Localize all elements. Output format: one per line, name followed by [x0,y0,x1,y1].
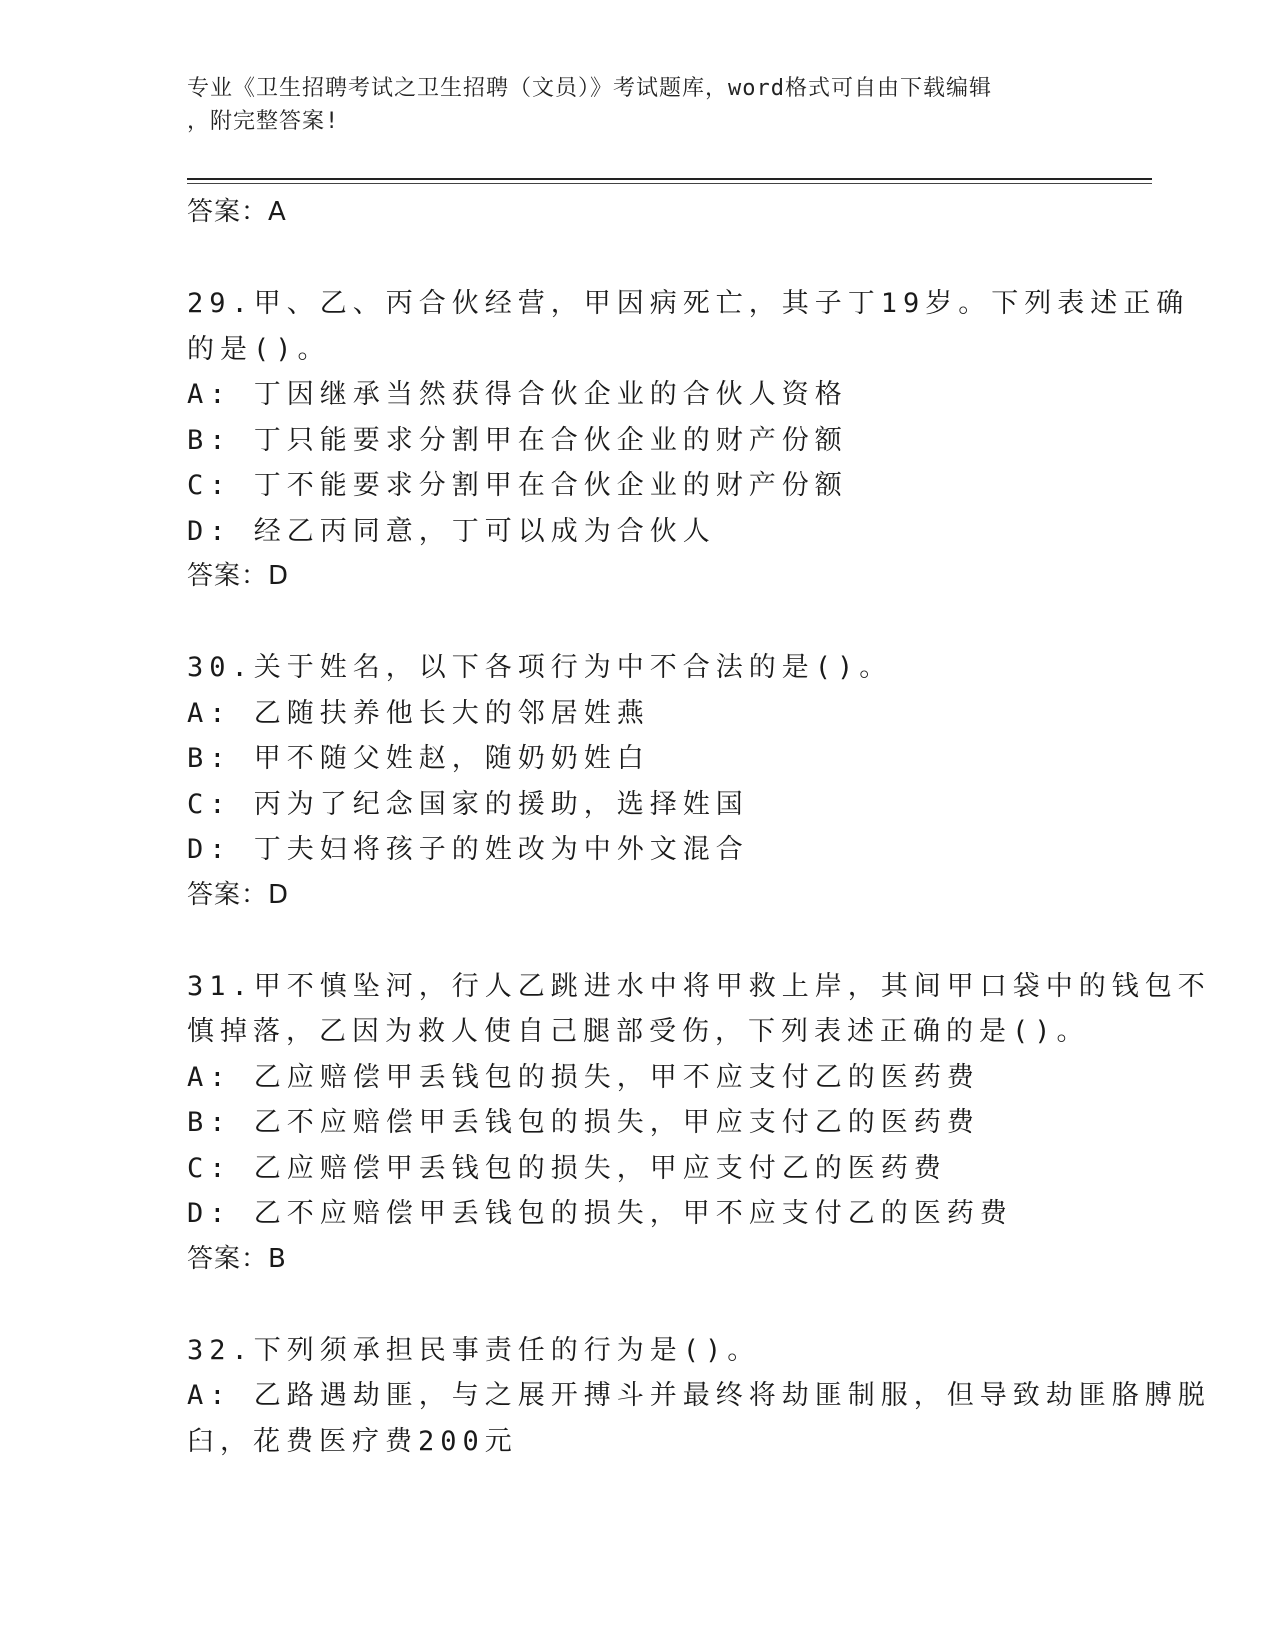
option-d: D: 丁夫妇将孩子的姓改为中外文混合 [187,834,749,865]
answer-prev: 答案：A [187,197,287,227]
question-stem: 31.甲不慎坠河，行人乙跳进水中将甲救上岸，其间甲口袋中的钱包不 [187,970,1211,1002]
page-header [187,72,1067,138]
header-line-2: ，附完整答案! [187,109,340,134]
question-content [187,190,1211,1464]
answer: 答案：D [187,561,290,591]
spacer [187,236,1087,282]
option-a: A: 乙应赔偿甲丢钱包的损失，甲不应支付乙的医药费 [187,1061,980,1093]
option-d: D: 经乙丙同意，丁可以成为合伙人 [187,515,716,547]
option-b: B: 丁只能要求分割甲在合伙企业的财产份额 [187,424,848,456]
question-31 [187,964,1211,1283]
answer: 答案：D [187,879,290,910]
question-30 [187,645,1087,918]
option-a: A: 乙随扶养他长大的邻居姓燕 [187,697,650,729]
question-32 [187,1328,1211,1465]
header-line-1: 专业《卫生招聘考试之卫生招聘（文员）》考试题库，word格式可自由下载编辑 [187,76,992,101]
spacer [187,1282,1087,1328]
header-rule-thin [187,183,1152,184]
question-stem: 的是()。 [187,333,331,365]
option-c: C: 丙为了纪念国家的援助，选择姓国 [187,788,749,820]
option-a-continued: 臼，花费医疗费200元 [187,1425,518,1457]
question-stem: 慎掉落，乙因为救人使自己腿部受伤，下列表述正确的是()。 [187,1016,1090,1047]
question-stem: 32.下列须承担民事责任的行为是()。 [187,1334,761,1366]
question-stem: 30.关于姓名，以下各项行为中不合法的是()。 [187,652,893,683]
option-d: D: 乙不应赔偿甲丢钱包的损失，甲不应支付乙的医药费 [187,1198,1013,1229]
question-29 [187,281,1190,600]
option-b: B: 甲不随父姓赵，随奶奶姓白 [187,743,650,774]
spacer [187,918,1087,964]
option-a: A: 丁因继承当然获得合伙企业的合伙人资格 [187,379,848,410]
option-b: B: 乙不应赔偿甲丢钱包的损失，甲应支付乙的医药费 [187,1107,980,1138]
header-rule [187,178,1152,180]
option-c: C: 乙应赔偿甲丢钱包的损失，甲应支付乙的医药费 [187,1152,947,1184]
option-a: A: 乙路遇劫匪，与之展开搏斗并最终将劫匪制服，但导致劫匪胳膊脱 [187,1380,1211,1411]
answer: 答案：B [187,1243,287,1274]
option-c: C: 丁不能要求分割甲在合伙企业的财产份额 [187,470,848,501]
question-stem: 29.甲、乙、丙合伙经营，甲因病死亡，其子丁19岁。下列表述正确 [187,288,1190,319]
spacer [187,600,1087,646]
